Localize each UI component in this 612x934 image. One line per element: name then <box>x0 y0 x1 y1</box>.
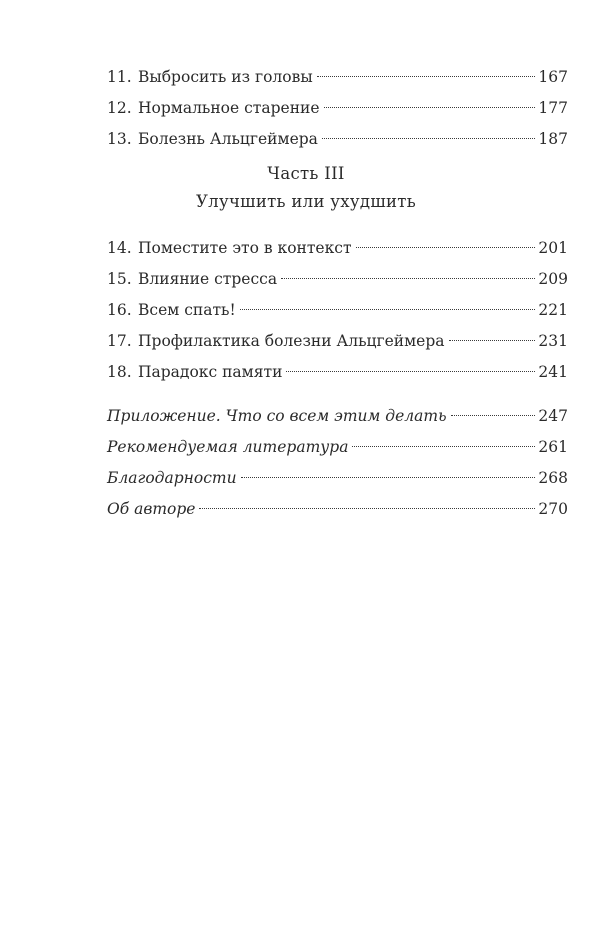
toc-entry-14 <box>107 229 568 257</box>
page-number: 209 <box>538 270 568 288</box>
page-number: 221 <box>538 301 568 319</box>
backmatter-title: Благодарности <box>107 469 237 487</box>
chapter-title: Выбросить из головы <box>138 68 313 86</box>
backmatter-title: Об авторе <box>107 500 196 518</box>
page-number: 261 <box>538 438 568 456</box>
dot-leader <box>449 322 536 346</box>
chapter-number: 11. <box>107 68 132 86</box>
backmatter-title: Рекомендуемая литература <box>107 438 349 456</box>
chapter-title: Парадокс памяти <box>138 363 283 381</box>
chapter-title: Поместите это в контекст <box>138 239 352 257</box>
toc-entry-appendix <box>107 397 568 425</box>
dot-leader <box>199 490 535 514</box>
dot-leader <box>356 229 536 253</box>
chapter-number: 15. <box>107 270 132 288</box>
page-number: 268 <box>538 469 568 487</box>
toc-entry-acknowledgements <box>107 459 568 487</box>
part-title: Улучшить или ухудшить <box>195 192 417 211</box>
toc-entry-15 <box>107 260 568 288</box>
chapter-title: Профилактика болезни Альцгеймера <box>138 332 445 350</box>
dot-leader <box>324 89 536 113</box>
page-number: 187 <box>538 130 568 148</box>
chapter-title: Болезнь Альцгеймера <box>138 130 318 148</box>
backmatter-title: Приложение. Что со всем этим делать <box>107 407 447 425</box>
page-number: 167 <box>538 68 568 86</box>
dot-leader <box>281 260 535 284</box>
dot-leader <box>451 397 536 421</box>
chapter-number: 16. <box>107 301 132 319</box>
page-number: 177 <box>538 99 568 117</box>
page-number: 231 <box>538 332 568 350</box>
toc-entry-reading <box>107 428 568 456</box>
chapter-title: Влияние стресса <box>138 270 278 288</box>
dot-leader <box>352 428 535 452</box>
toc-entry-18 <box>107 353 568 381</box>
dot-leader <box>317 58 536 82</box>
chapter-number: 13. <box>107 130 132 148</box>
page-number: 201 <box>538 239 568 257</box>
toc-entry-11 <box>107 58 568 86</box>
dot-leader <box>241 459 536 483</box>
chapter-number: 14. <box>107 239 132 257</box>
dot-leader <box>240 291 536 315</box>
dot-leader <box>286 353 535 377</box>
page-number: 247 <box>538 407 568 425</box>
dot-leader <box>322 120 536 144</box>
chapter-title: Всем спать! <box>138 301 236 319</box>
chapter-title: Нормальное старение <box>138 99 320 117</box>
toc-entry-about-author <box>107 490 568 518</box>
page-number: 241 <box>538 363 568 381</box>
chapter-number: 18. <box>107 363 132 381</box>
toc-entry-13 <box>107 120 568 148</box>
toc-entry-17 <box>107 322 568 350</box>
toc-entry-12 <box>107 89 568 117</box>
page-number: 270 <box>538 500 568 518</box>
chapter-number: 17. <box>107 332 132 350</box>
chapter-number: 12. <box>107 99 132 117</box>
toc-entry-16 <box>107 291 568 319</box>
part-label: Часть III <box>267 164 345 183</box>
